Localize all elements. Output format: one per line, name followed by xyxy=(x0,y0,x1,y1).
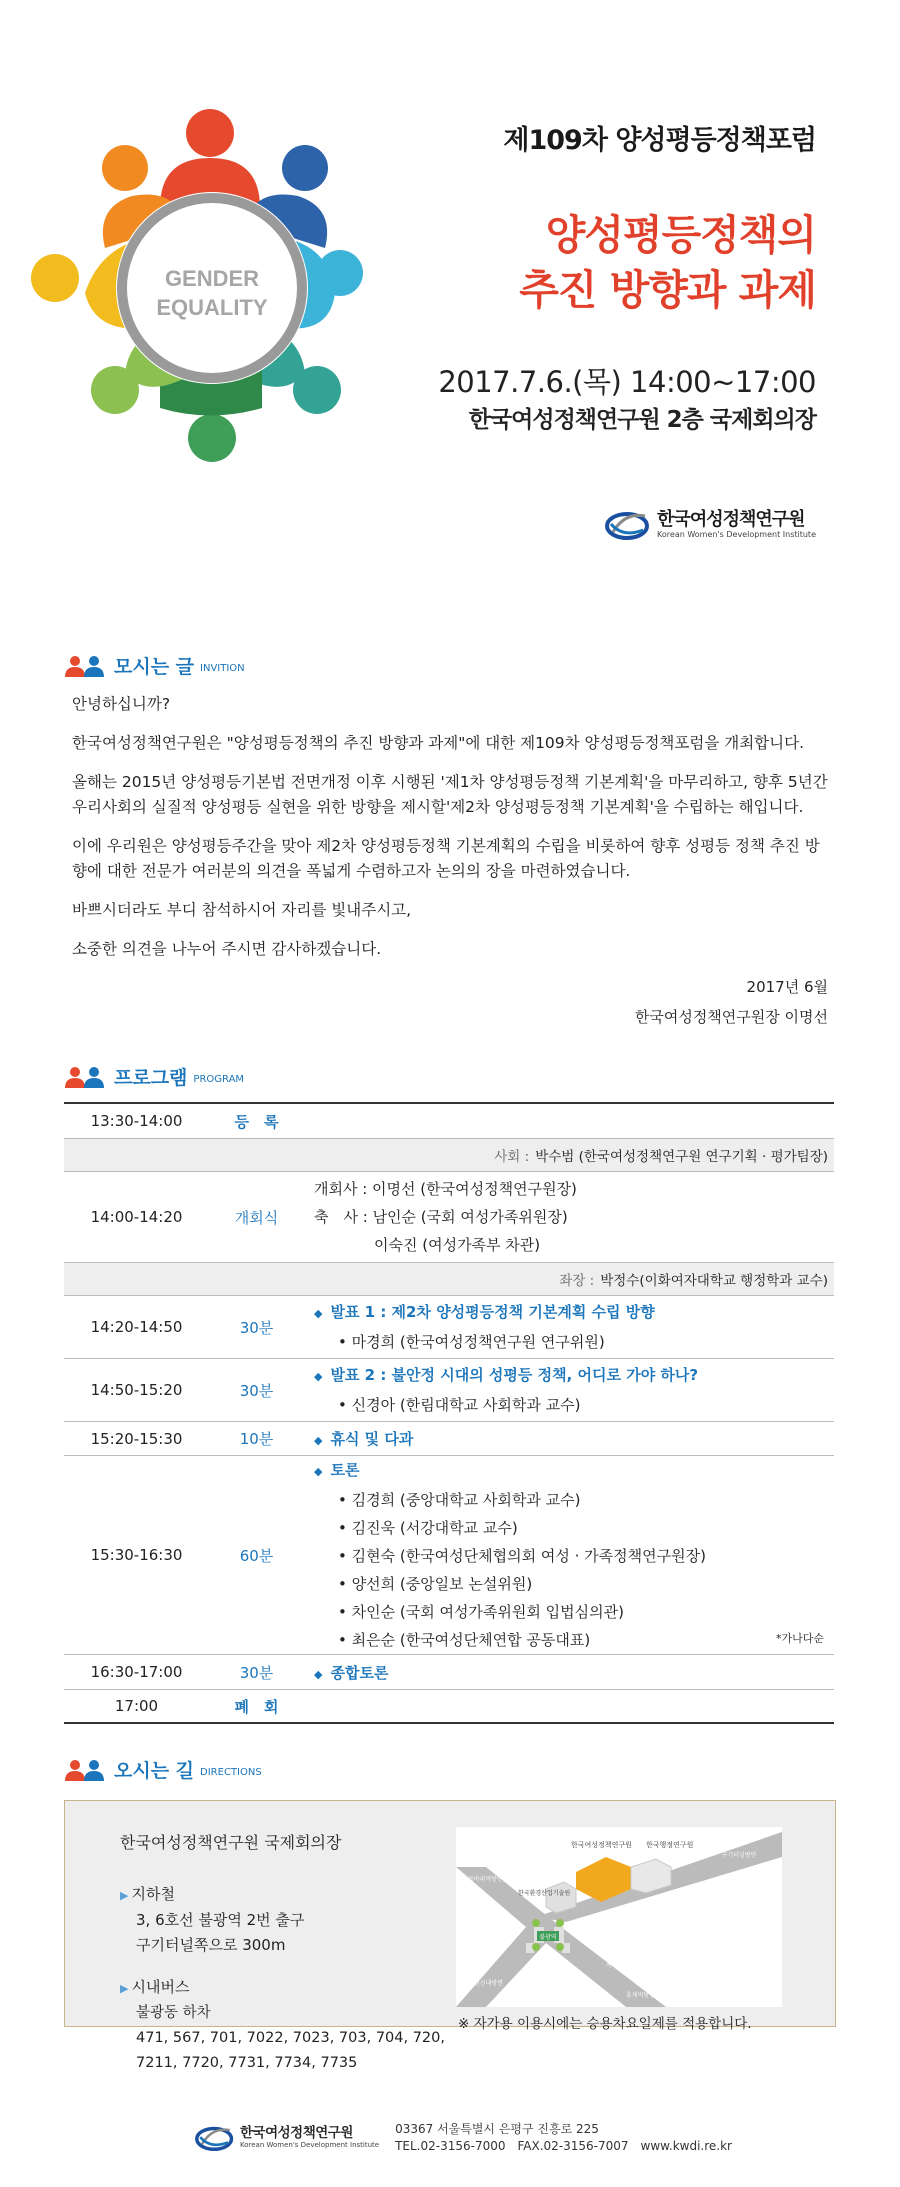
row-time: 16:30-17:00 xyxy=(90,1663,183,1681)
map-label-nokbeon: 녹번역방면 xyxy=(606,1962,635,1969)
invitation-paragraph: 올해는 2015년 양성평등기본법 전면개정 이후 시행된 '제1차 양성평등정책 기본계획'을 마무리하고, 향후 5년간 우리사회의 실질적 양성평등 실현을 위한 방향을 제시할'제2차 양성평등정책 기본계획'을 수립하는 해입니다. xyxy=(72,773,828,816)
moderator-label: 좌장 : xyxy=(559,1273,595,1289)
invitation-date: 2017년 6월 xyxy=(746,978,828,996)
invitation-signer: 한국여성정책연구원장 이명선 xyxy=(634,1008,828,1026)
diamond-icon: ◆ xyxy=(314,1370,323,1383)
directions-heading-ko: 오시는 길 xyxy=(114,1760,195,1782)
map-label-hongje: 홍제역방면 xyxy=(626,1992,655,1999)
diamond-icon: ◆ xyxy=(314,1434,323,1447)
panelist: • 최은순 (한국여성단체연합 공동대표) xyxy=(338,1631,591,1649)
moderator-name: 박수범 (한국여성정책연구원 연구기획 · 평가팀장) xyxy=(535,1149,828,1165)
invitation-paragraph: 바쁘시더라도 부디 참석하시어 자리를 빛내주시고, xyxy=(72,901,412,919)
bus-line: 불광동 하차 xyxy=(136,2005,211,2021)
panelist: • 김현숙 (한국여성단체협의회 여성 · 가족정책연구원장) xyxy=(338,1547,706,1565)
program-heading xyxy=(64,1063,244,1090)
program-row-moderator-2 xyxy=(64,1263,834,1296)
title-line-1: 양성평등정책의 xyxy=(545,211,816,259)
row-time: 14:00-14:20 xyxy=(90,1208,183,1226)
opening-line: 축 사 : 남인순 (국회 여성가족위원장) xyxy=(314,1208,568,1226)
program-row-opening xyxy=(64,1172,834,1263)
invitation-paragraph: 소중한 의견을 나누어 주시면 감사하겠습니다. xyxy=(72,940,382,958)
presentation-speaker: • 신경아 (한림대학교 사회학과 교수) xyxy=(338,1396,581,1414)
program-row-closing xyxy=(64,1690,834,1724)
program-row-registration xyxy=(64,1104,834,1139)
bus-title: 시내버스 xyxy=(131,1978,190,1996)
program-row-break xyxy=(64,1422,834,1456)
discussion-title: 토론 xyxy=(330,1461,360,1479)
footer-org-ko: 한국여성정책연구원 xyxy=(240,2125,353,2141)
footer-org-en: Korean Women's Development Institute xyxy=(240,2141,380,2149)
people-icon xyxy=(64,1066,106,1088)
opening-line: 이숙진 (여성가족부 차관) xyxy=(314,1236,541,1254)
footer-contact: TEL.02-3156-7000 FAX.02-3156-7007 www.kwdi.re.kr xyxy=(395,2139,732,2153)
org-name-en: Korean Women's Development Institute xyxy=(657,530,816,539)
map-label-station: 불광역 xyxy=(539,1934,557,1941)
directions-place: 한국여성정책연구원 국제회의장 xyxy=(120,1833,342,1852)
directions-heading xyxy=(64,1756,262,1783)
row-duration: 10분 xyxy=(239,1430,274,1448)
map-label-kwdi: 한국여성정책연구원 xyxy=(571,1841,632,1849)
map-svg xyxy=(456,1827,782,2007)
row-label: 폐 회 xyxy=(234,1697,279,1716)
people-icon xyxy=(64,655,106,677)
program-row-presentation-1 xyxy=(64,1296,834,1359)
presentation-speaker: • 마경희 (한국여성정책연구원 연구위원) xyxy=(338,1333,605,1351)
moderator-label: 사회 : xyxy=(494,1149,530,1165)
subway-title: 지하철 xyxy=(131,1885,175,1903)
subway-info xyxy=(120,1882,304,1958)
diamond-icon: ◆ xyxy=(314,1307,323,1320)
invitation-heading-ko: 모시는 글 xyxy=(114,656,195,678)
event-datetime: 2017.7.6.(목) 14:00~17:00 xyxy=(438,365,816,399)
panelist: • 양선희 (중앙일보 논설위원) xyxy=(338,1575,533,1593)
invitation-paragraph: 이에 우리원은 양성평등주간을 맞아 제2차 양성평등정책 기본계획의 수립을 비롯하여 향후 성평등 정책 추진 방향에 대한 전문가 여러분의 의견을 폭넓게 수렴하고자 논의의 장을 마련하였습니다. xyxy=(72,837,820,880)
bus-line: 7211, 7720, 7731, 7734, 7735 xyxy=(136,2055,358,2071)
program-row-moderator-1 xyxy=(64,1139,834,1172)
row-time: 14:50-15:20 xyxy=(90,1381,183,1399)
row-time: 14:20-14:50 xyxy=(90,1318,183,1336)
panelist: • 차인순 (국회 여성가족위원회 입법심의관) xyxy=(338,1603,624,1621)
org-name-ko: 한국여성정책연구원 xyxy=(657,509,805,530)
bus-info xyxy=(120,1975,445,2076)
row-duration: 30분 xyxy=(239,1663,274,1682)
invitation-heading-en: INVITION xyxy=(200,662,245,674)
subway-line: 구기터널쪽으로 300m xyxy=(136,1936,286,1954)
diamond-icon: ◆ xyxy=(314,1667,323,1681)
row-label: 등 록 xyxy=(234,1112,279,1131)
kwdi-swirl-icon xyxy=(195,2125,235,2151)
directions-heading-en: DIRECTIONS xyxy=(200,1766,262,1778)
invitation-paragraph: 안녕하십니까? xyxy=(72,695,171,713)
logo-text-equality: EQUALITY xyxy=(156,295,268,320)
invitation-paragraph: 한국여성정책연구원은 "양성평등정책의 추진 방향과 과제"에 대한 제109차 양성평등정책포럼을 개최합니다. xyxy=(72,734,805,752)
general-title: 종합토론 xyxy=(330,1663,389,1682)
map-label-center: 한국환경산업기술원 xyxy=(518,1890,571,1897)
footer xyxy=(195,2121,732,2155)
row-time: 17:00 xyxy=(114,1697,159,1715)
program-row-general-discussion xyxy=(64,1655,834,1690)
gender-equality-logo xyxy=(30,108,370,480)
triangle-icon: ▶ xyxy=(120,1982,129,1995)
forum-title xyxy=(519,208,816,318)
moderator-name: 박정수(이화여자대학교 행정학과 교수) xyxy=(600,1273,828,1289)
row-duration: 30분 xyxy=(239,1381,274,1400)
row-label: 개회식 xyxy=(234,1208,279,1227)
program-table xyxy=(64,1102,834,1724)
org-logo xyxy=(605,510,816,540)
triangle-icon: ▶ xyxy=(120,1889,129,1902)
forum-number: 제109차 양성평등정책포럼 xyxy=(503,125,816,156)
panelist: • 김진욱 (서강대학교 교수) xyxy=(338,1519,518,1537)
invitation-heading xyxy=(64,652,245,679)
logo-text-gender: GENDER xyxy=(164,266,260,291)
alphabetical-note: *가나다순 xyxy=(775,1632,824,1645)
program-heading-ko: 프로그램 xyxy=(114,1067,188,1089)
kwdi-swirl-icon xyxy=(605,510,651,540)
map-label-dokbawi: 독바위역방면 xyxy=(468,1876,503,1883)
diamond-icon: ◆ xyxy=(314,1465,323,1478)
break-title: 휴식 및 다과 xyxy=(330,1430,414,1448)
program-row-discussion xyxy=(64,1456,834,1655)
bus-line: 471, 567, 701, 7022, 7023, 703, 704, 720, xyxy=(136,2030,445,2046)
event-venue: 한국여성정책연구원 2층 국제회의장 xyxy=(468,407,816,433)
row-duration: 30분 xyxy=(239,1318,274,1337)
presentation-title: 발표 1 : 제2차 양성평등정책 기본계획 수립 방향 xyxy=(330,1303,655,1321)
map-label-yeonsinnae: 연신내방면 xyxy=(474,1980,503,1987)
presentation-title: 발표 2 : 불안정 시대의 성평등 정책, 어디로 가야 하나? xyxy=(330,1366,699,1384)
parking-note: ※ 자가용 이용시에는 승용차요일제를 적용합니다. xyxy=(458,2016,752,2032)
panelist: • 김경희 (중앙대학교 사회학과 교수) xyxy=(338,1491,581,1509)
location-map xyxy=(456,1827,782,2007)
row-time: 15:30-16:30 xyxy=(90,1546,183,1564)
program-heading-en: PROGRAM xyxy=(193,1073,245,1085)
row-duration: 60분 xyxy=(239,1546,274,1565)
invitation-body xyxy=(72,692,832,976)
invitation-signature xyxy=(635,972,828,1032)
row-time: 15:20-15:30 xyxy=(90,1429,183,1448)
title-line-2: 추진 방향과 과제 xyxy=(519,266,816,314)
subway-line: 3, 6호선 불광역 2번 출구 xyxy=(136,1911,305,1929)
opening-line: 개회사 : 이명선 (한국여성정책연구원장) xyxy=(314,1180,577,1198)
map-label-kedi: 한국행정연구원 xyxy=(646,1841,694,1849)
map-label-tunnel: 구기터널방면 xyxy=(721,1852,757,1859)
program-row-presentation-2 xyxy=(64,1359,834,1422)
people-icon xyxy=(64,1759,106,1781)
row-time: 13:30-14:00 xyxy=(90,1112,183,1130)
footer-address: 03367 서울특별시 은평구 진흥로 225 xyxy=(395,2122,599,2136)
